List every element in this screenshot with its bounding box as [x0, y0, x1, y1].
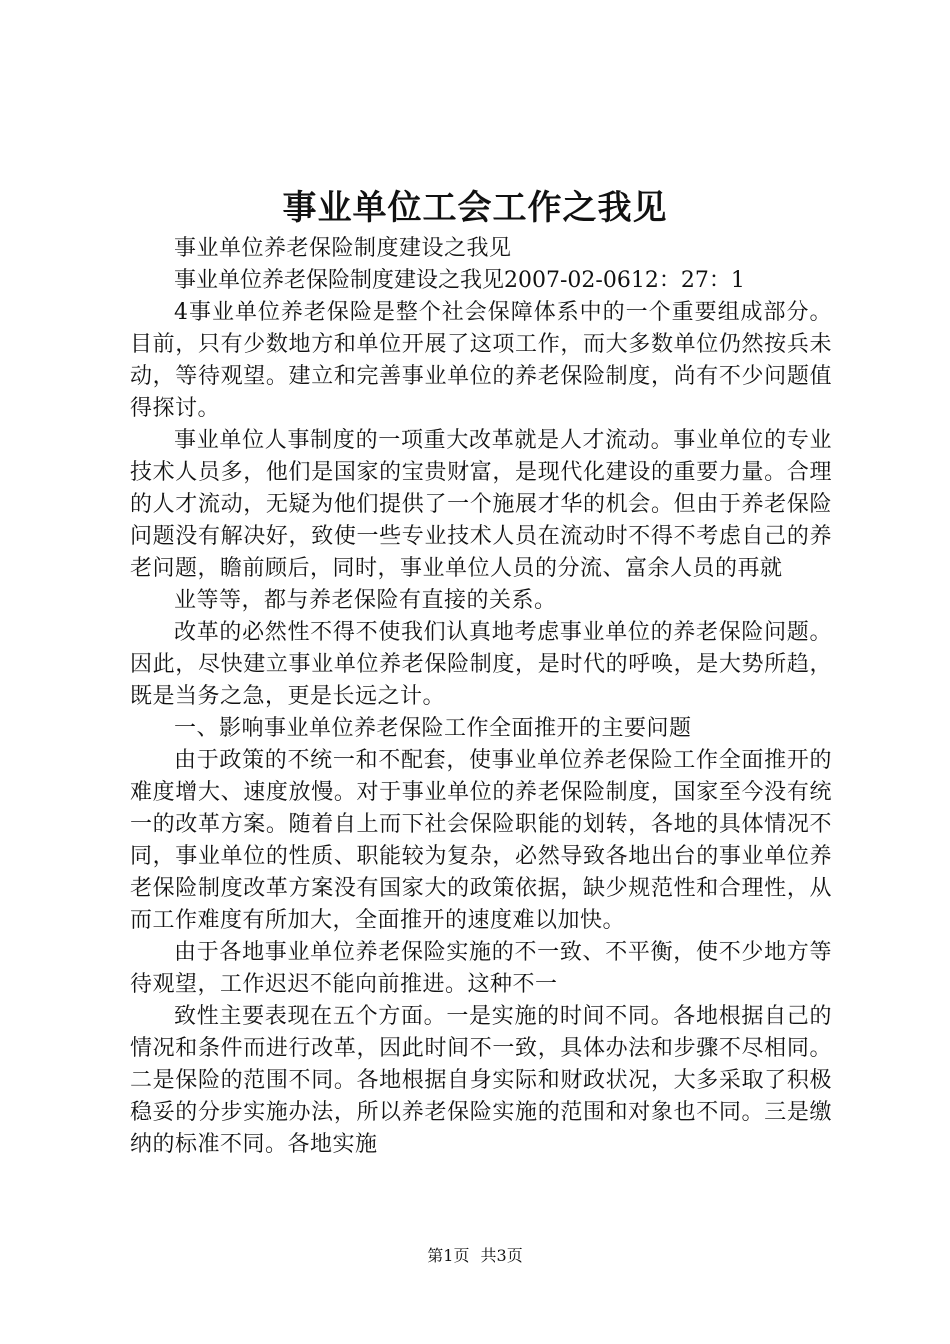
paragraph: 业等等，都与养老保险有直接的关系。: [174, 588, 557, 613]
page-total: 共3页: [480, 1246, 523, 1265]
paragraph: 由于政策的不统一和不配套，使事业单位养老保险工作全面推开的难度增大、速度放慢。对于事业单位的养老保险制度，国家至今没有统一的改革方案。随着自上而下社会保险职能的划转，各地的具体情况不同，事业单位的性质、职能较为复杂，必然导致各地出台的事业单位养老保险制度改革方案没有国家大的政策依据，缺少规范性和合理性，从而工作难度有所加大，全面推开的速度难以加快。: [130, 748, 832, 933]
paragraph: 改革的必然性不得不使我们认真地考虑事业单位的养老保险问题。因此，尽快建立事业单位养老保险制度，是时代的呼唤，是大势所趋，既是当务之急，更是长远之计。: [130, 620, 832, 709]
paragraph: 事业单位人事制度的一项重大改革就是人才流动。事业单位的专业技术人员多，他们是国家的宝贵财富，是现代化建设的重要力量。合理的人才流动，无疑为他们提供了一个施展才华的机会。但由于养老保险问题没有解决好，致使一些专业技术人员在流动时不得不考虑自己的养老问题，瞻前顾后，同时，事业单位人员的分流、富余人员的再就: [130, 428, 832, 581]
page-number: 第1页: [427, 1246, 470, 1265]
section-heading: 一、影响事业单位养老保险工作全面推开的主要问题: [174, 716, 692, 741]
paragraph: 致性主要表现在五个方面。一是实施的时间不同。各地根据自己的情况和条件而进行改革，因此时间不一致，具体办法和步骤不尽相同。二是保险的范围不同。各地根据自身实际和财政状况，大多采取了积极稳妥的分步实施办法，所以养老保险实施的范围和对象也不同。三是缴纳的标准不同。各地实施: [130, 1004, 832, 1157]
paragraph: 事业单位养老保险制度建设之我见: [174, 236, 512, 261]
paragraph: 4事业单位养老保险是整个社会保障体系中的一个重要组成部分。目前，只有少数地方和单位开展了这项工作，而大多数单位仍然按兵未动，等待观望。建立和完善事业单位的养老保险制度，尚有不少问题值得探讨。: [130, 300, 832, 421]
document-body: [130, 233, 832, 1161]
document-title: 事业单位工会工作之我见: [282, 188, 668, 228]
paragraph: 由于各地事业单位养老保险实施的不一致、不平衡，使不少地方等待观望，工作迟迟不能向前推进。这种不一: [130, 940, 832, 997]
page-footer: [0, 1244, 950, 1268]
paragraph: 事业单位养老保险制度建设之我见2007-02-0612：27：1: [174, 268, 745, 293]
